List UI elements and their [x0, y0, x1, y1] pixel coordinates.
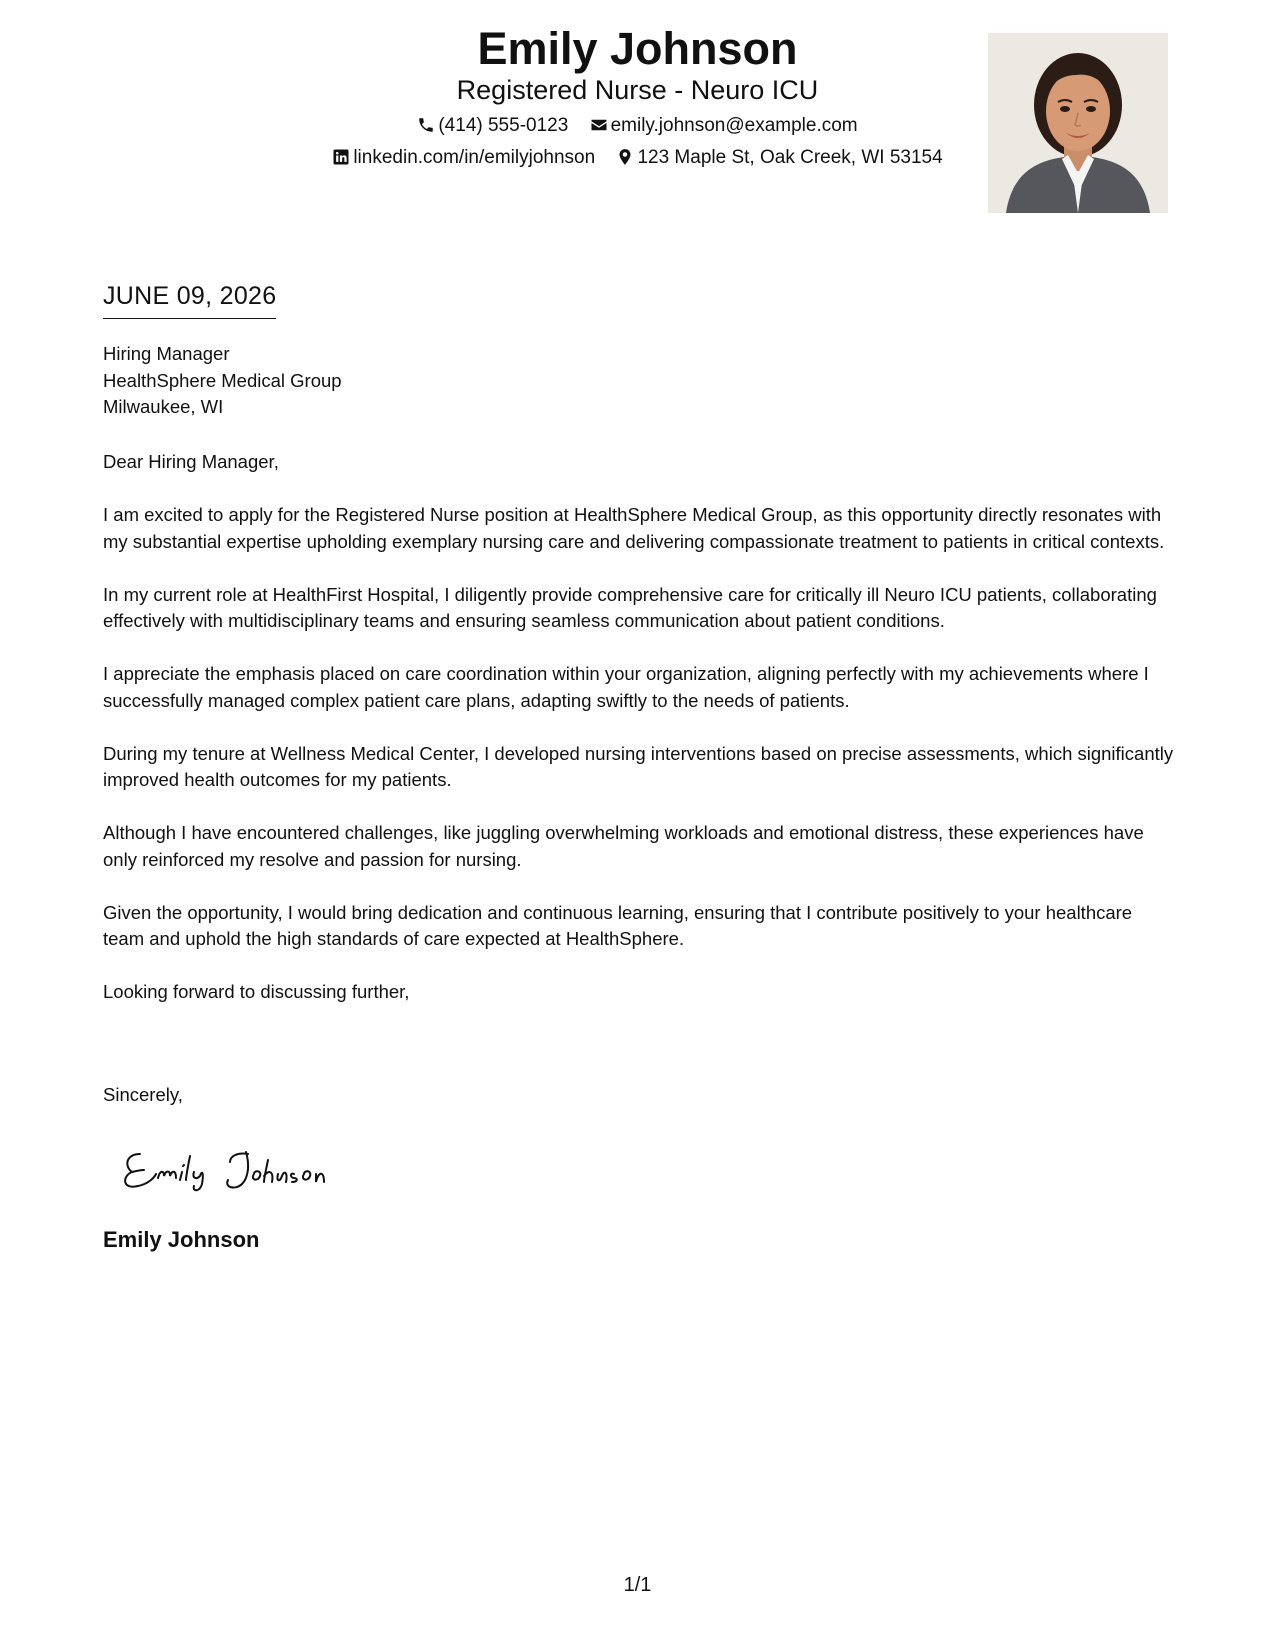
salutation: Dear Hiring Manager, [103, 451, 279, 472]
page-number: 1/1 [623, 1574, 652, 1596]
handwritten-signature [118, 1136, 358, 1196]
paragraph-6: Given the opportunity, I would bring dedication and continuous learning, ensuring that I contribute positively to your healthcare team and uphold the high standards of care expected at HealthSphere. [103, 901, 1133, 949]
letter-date: JUNE 09, 2026 [103, 280, 276, 319]
phone-text: (414) 555-0123 [438, 115, 569, 136]
signer-name: Emily Johnson [103, 1227, 260, 1252]
closing: Sincerely, [103, 1084, 183, 1105]
paragraph-7: Looking forward to discussing further, [103, 981, 410, 1002]
profile-photo [988, 33, 1168, 213]
map-pin-icon [616, 148, 634, 166]
linkedin-text: linkedin.com/in/emilyjohnson [353, 147, 596, 168]
paragraph-4: During my tenure at Wellness Medical Center, I developed nursing interventions based on precise assessments, which significantly improved health outcomes for my patients. [103, 742, 1174, 790]
paragraph-2: In my current role at HealthFirst Hospital, I diligently provide comprehensive care for critically ill Neuro ICU patients, collaborating effectively with multidisciplinary teams and ensuring seamless communication about patient conditions. [103, 583, 1157, 631]
paragraph-5: Although I have encountered challenges, like juggling overwhelming workloads and emotional distress, these experiences have only reinforced my resolve and passion for nursing. [103, 822, 1144, 870]
email-contact [590, 114, 858, 138]
linkedin-icon [332, 148, 350, 166]
applicant-name: Emily Johnson [477, 23, 798, 74]
address-text: 123 Maple St, Oak Creek, WI 53154 [637, 147, 943, 168]
address-contact [616, 146, 942, 170]
recipient-title: Hiring Manager [103, 343, 230, 364]
recipient-location: Milwaukee, WI [103, 396, 224, 417]
job-title: Registered Nurse - Neuro ICU [456, 75, 819, 105]
paragraph-3: I appreciate the emphasis placed on care coordination within your organization, aligning perfectly with my achievements where I successfully managed complex patient care plans, adapting swiftly to the needs of patients. [103, 663, 1149, 711]
letter-body [103, 449, 1178, 1032]
phone-contact [417, 114, 568, 138]
email-text: emily.johnson@example.com [610, 115, 858, 136]
letter-header [0, 0, 1275, 230]
paragraph-1: I am excited to apply for the Registered Nurse position at HealthSphere Medical Group, as this opportunity directly resonates with my substantial expertise upholding exemplary nursing care and delivering compassionate treatment to patients in critical contexts. [103, 504, 1165, 552]
envelope-icon [590, 116, 608, 134]
recipient-block [103, 341, 342, 421]
recipient-company: HealthSphere Medical Group [103, 369, 342, 391]
phone-icon [417, 116, 435, 134]
linkedin-contact [332, 146, 595, 170]
